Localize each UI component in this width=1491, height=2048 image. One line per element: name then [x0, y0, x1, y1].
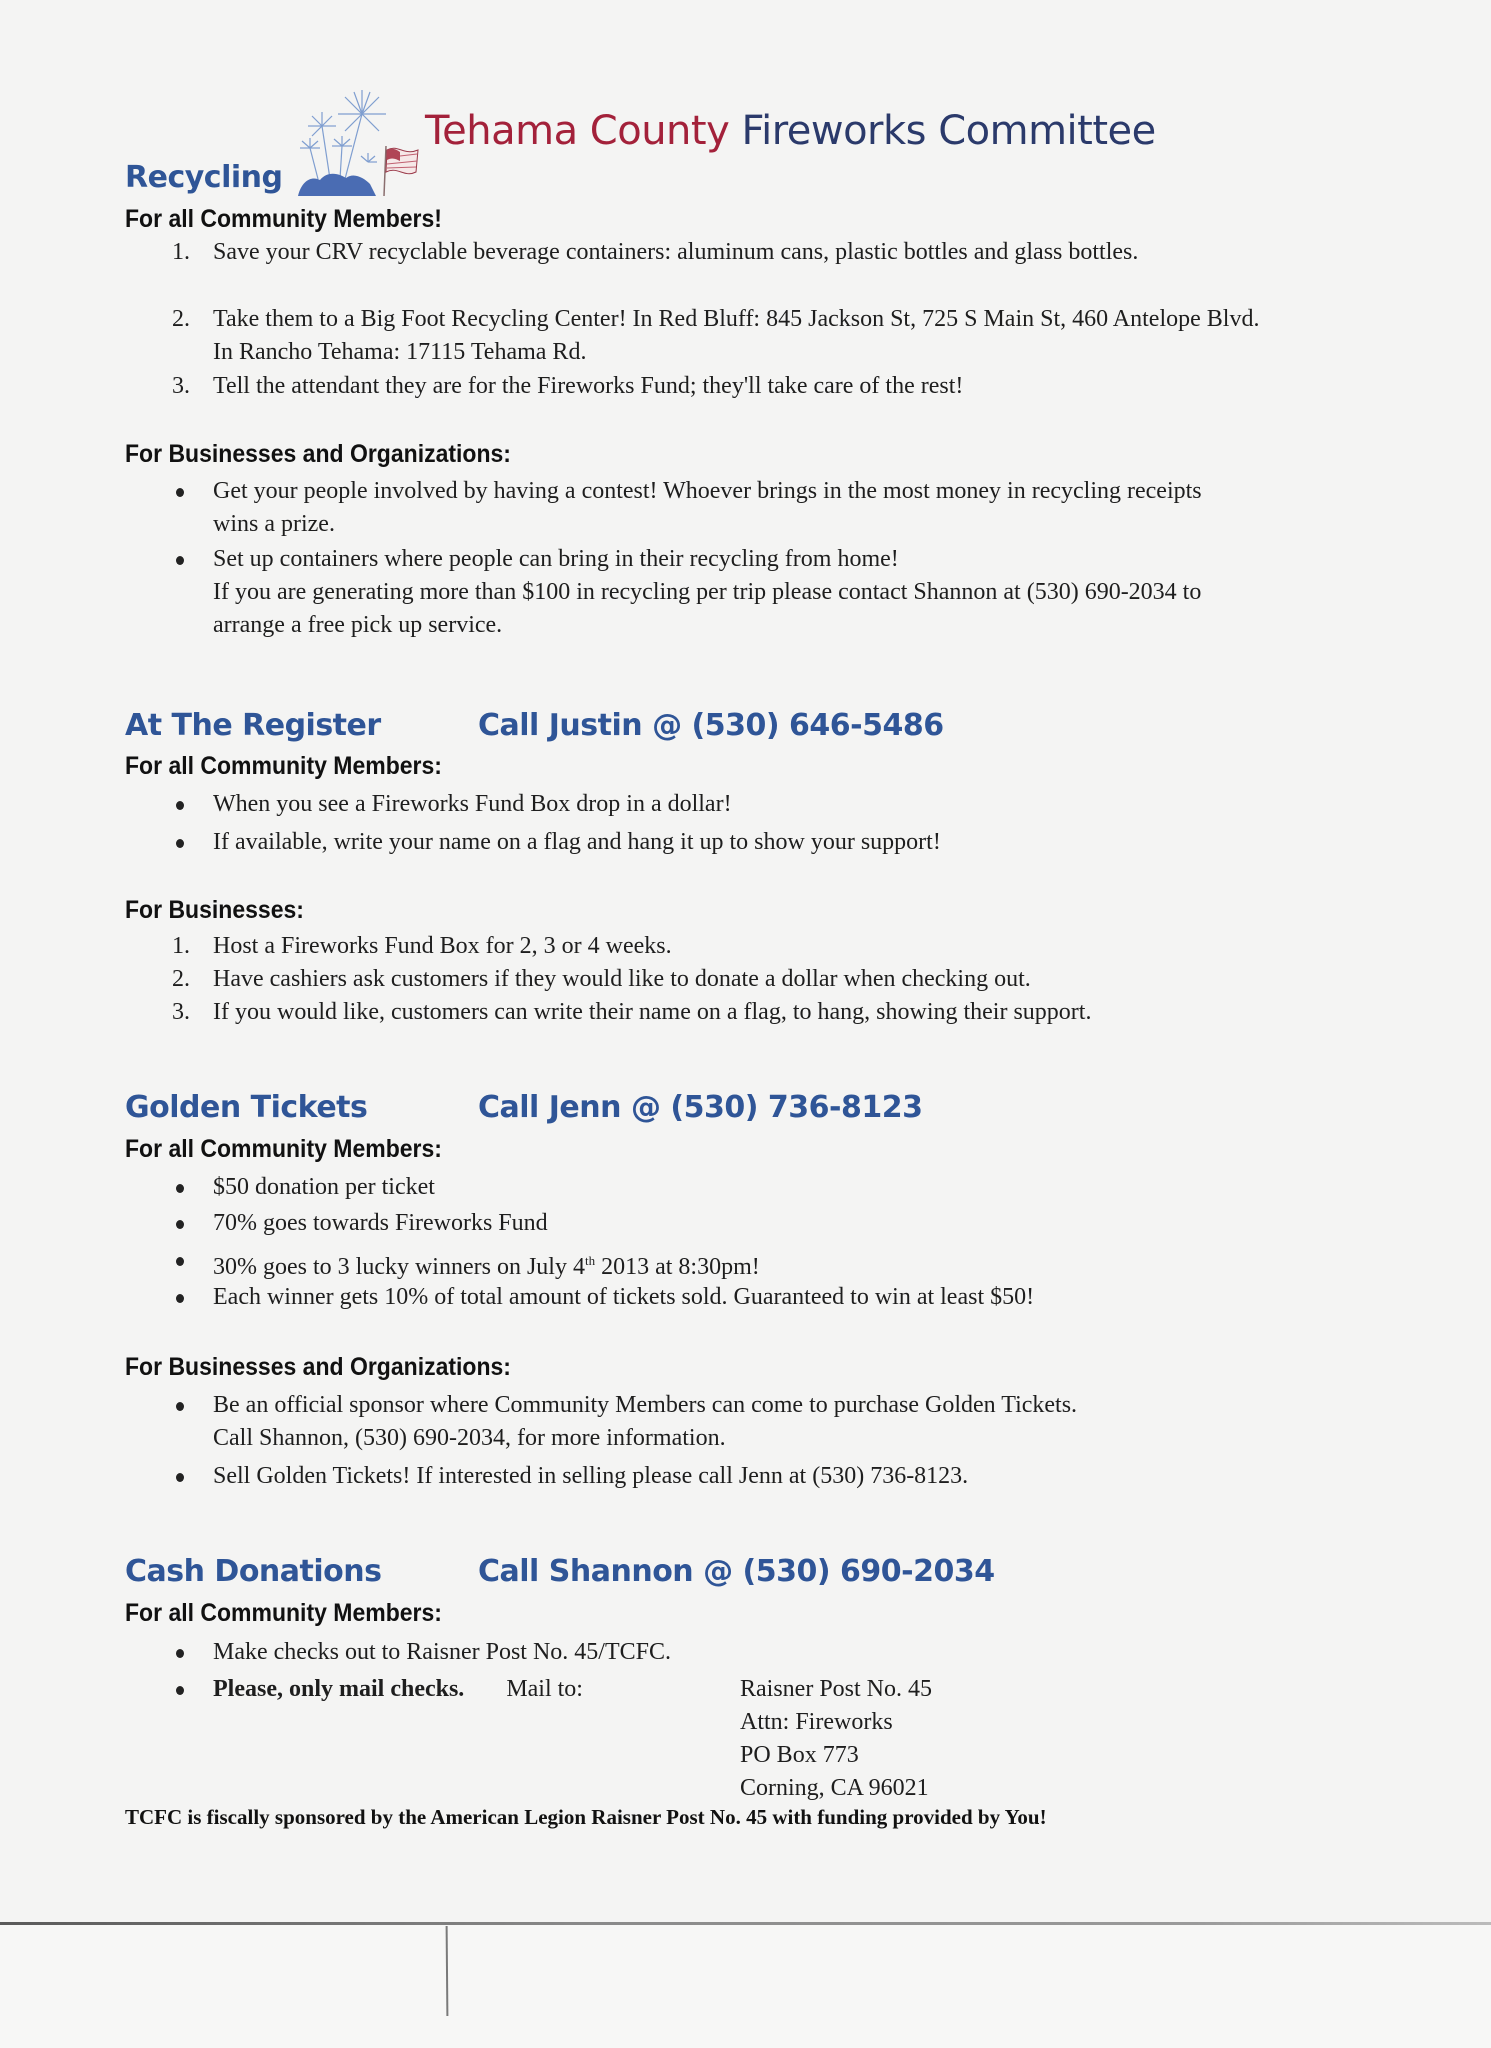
list-item-text: Take them to a Big Foot Recycling Center! In Red Bluff: 845 Jackson St, 725 S Main St, 460 Antelope Blvd. In Rancho Tehama: 17115 Tehama Rd. — [213, 306, 1260, 365]
recycling-business-heading: For Businesses and Organizations: — [125, 440, 511, 468]
address-line: Raisner Post No. 45 — [740, 1676, 932, 1702]
golden-contact: Call Jenn @ (530) 736-8123 — [478, 1090, 923, 1125]
bullet-icon — [176, 839, 184, 848]
bullet-item — [172, 826, 1272, 859]
bullet-icon — [176, 1473, 184, 1482]
bullet-text: Sell Golden Tickets! If interested in selling please call Jenn at (530) 736-8123. — [213, 1463, 969, 1489]
title-fireworks-committee: Fireworks Committee — [741, 108, 1156, 154]
bullet-icon — [176, 1220, 184, 1229]
bullet-icon — [176, 488, 184, 497]
mail-to-label: Mail to: — [506, 1676, 583, 1702]
address-line: Attn: Fireworks — [740, 1709, 893, 1735]
list-item — [172, 996, 1272, 1029]
scan-edge-line — [0, 1922, 1491, 1925]
list-item-text: If you would like, customers can write their name on a flag, to hang, showing their support. — [213, 999, 1092, 1025]
bullet-icon — [176, 1294, 184, 1303]
list-item — [172, 963, 1272, 996]
golden-heading: Golden Tickets — [125, 1090, 368, 1125]
bullet-item — [172, 1389, 1272, 1455]
bullet-item — [172, 475, 1272, 541]
list-number: 3. — [172, 373, 190, 399]
list-item — [172, 236, 1272, 269]
bullet-text-part: 30% goes to 3 lucky winners on July 4 — [213, 1254, 585, 1280]
bullet-icon — [176, 801, 184, 810]
list-number: 1. — [172, 239, 190, 265]
mail-only-notice: Please, only mail checks. — [213, 1676, 465, 1702]
bullet-item — [172, 1244, 1272, 1284]
mailing-address — [740, 1673, 1140, 1805]
bullet-item — [172, 788, 1272, 821]
bullet-text: Make checks out to Raisner Post No. 45/TCFC. — [213, 1639, 671, 1665]
bullet-item — [172, 1171, 1272, 1204]
document-title — [425, 108, 1156, 154]
cash-contact: Call Shannon @ (530) 690-2034 — [478, 1554, 995, 1589]
title-tehama-county: Tehama County — [425, 108, 730, 154]
bullet-text-part: 2013 at 8:30pm! — [595, 1254, 760, 1280]
address-line: PO Box 773 — [740, 1742, 859, 1768]
bullet-text — [213, 1244, 1272, 1284]
address-line: Corning, CA 96021 — [740, 1775, 929, 1801]
bullet-text-continued: Call Shannon, (530) 690-2034, for more information. — [213, 1425, 726, 1451]
list-item-text: Save your CRV recyclable beverage containers: aluminum cans, plastic bottles and glass bottles. — [213, 239, 1139, 265]
bullet-text: Each winner gets 10% of total amount of tickets sold. Guaranteed to win at least $50! — [213, 1284, 1035, 1310]
list-item — [172, 930, 1272, 963]
list-item-text: Host a Fireworks Fund Box for 2, 3 or 4 weeks. — [213, 933, 672, 959]
list-number: 2. — [172, 306, 190, 332]
list-item-text: Have cashiers ask customers if they would like to donate a dollar when checking out. — [213, 966, 1031, 992]
list-number: 3. — [172, 999, 190, 1025]
bullet-text: If available, write your name on a flag and hang it up to show your support! — [213, 829, 941, 855]
bullet-text: 70% goes towards Fireworks Fund — [213, 1210, 548, 1236]
fireworks-flag-icon — [290, 84, 430, 204]
list-item — [172, 303, 1272, 369]
cash-community-heading: For all Community Members: — [125, 1599, 442, 1627]
bullet-item — [172, 1281, 1272, 1314]
register-business-heading: For Businesses: — [125, 896, 304, 924]
golden-business-heading: For Businesses and Organizations: — [125, 1353, 511, 1381]
recycling-heading: Recycling — [125, 160, 283, 195]
bullet-item — [172, 1207, 1272, 1240]
register-heading: At The Register — [125, 708, 381, 743]
bullet-text: Get your people involved by having a contest! Whoever brings in the most money in recycling receipts wins a prize. — [213, 478, 1202, 537]
bullet-icon — [176, 1649, 184, 1658]
bullet-item — [172, 1636, 1272, 1669]
register-contact: Call Justin @ (530) 646-5486 — [478, 708, 944, 743]
bullet-icon — [176, 1184, 184, 1193]
cash-heading: Cash Donations — [125, 1554, 382, 1589]
list-number: 2. — [172, 966, 190, 992]
scan-margin — [0, 1925, 1491, 2048]
sponsor-footer: TCFC is fiscally sponsored by the American Legion Raisner Post No. 45 with funding provided by You! — [125, 1805, 1047, 1829]
ordinal-suffix: th — [584, 1253, 596, 1268]
bullet-text: When you see a Fireworks Fund Box drop in a dollar! — [213, 791, 732, 817]
recycling-community-heading: For all Community Members! — [125, 205, 442, 233]
list-item-text: Tell the attendant they are for the Fireworks Fund; they'll take care of the rest! — [213, 373, 964, 399]
register-community-heading: For all Community Members: — [125, 752, 442, 780]
bullet-item — [172, 543, 1272, 642]
bullet-icon — [176, 1257, 184, 1266]
golden-community-heading: For all Community Members: — [125, 1135, 442, 1163]
bullet-icon — [176, 556, 184, 565]
bullet-icon — [176, 1686, 184, 1695]
list-item — [172, 370, 1272, 403]
bullet-text-continued: If you are generating more than $100 in recycling per trip please contact Shannon at (530) 690-2034 to arrange a free pick up service. — [213, 579, 1202, 638]
bullet-item — [172, 1460, 1272, 1493]
bullet-icon — [176, 1402, 184, 1411]
bullet-text: Set up containers where people can bring in their recycling from home! — [213, 546, 899, 572]
bullet-text: Be an official sponsor where Community Members can come to purchase Golden Tickets. — [213, 1392, 1078, 1418]
bullet-text: $50 donation per ticket — [213, 1174, 435, 1200]
list-number: 1. — [172, 933, 190, 959]
